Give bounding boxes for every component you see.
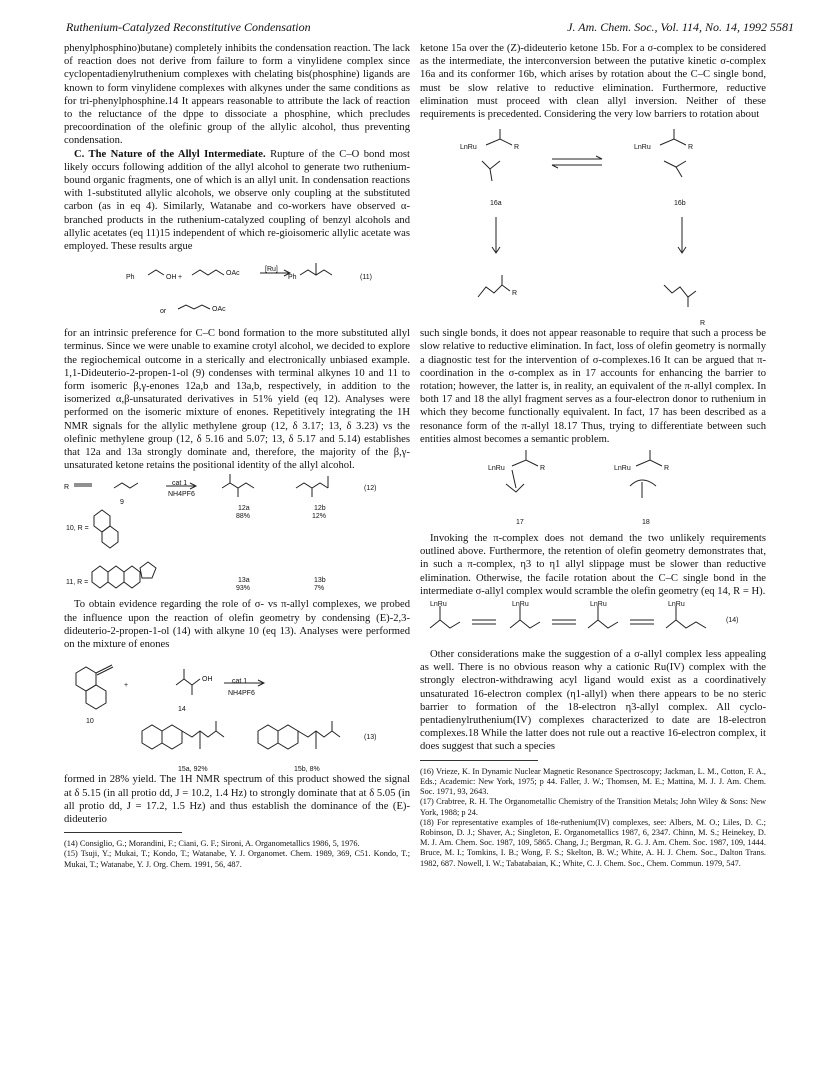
scheme16-16b: 16b xyxy=(674,200,686,208)
s17-ru: LnRu xyxy=(488,465,505,473)
eq12-12b-yield: 12% xyxy=(312,513,327,521)
footnote-17: (17) Crabtree, R. H. The Organometallic Chemistry of the Transition Metals; John Wiley & Sons: New York, 1988; p 24. xyxy=(420,797,766,817)
scheme16-r-c: R xyxy=(512,290,518,298)
eq12-r-11: 11, R = xyxy=(66,579,89,587)
footnote-14: (14) Consiglio, G.; Morandini, F.; Ciani, G. F.; Sironi, A. Organometallics 1986, 5, 1976. xyxy=(64,839,360,849)
scheme16-r-d: R xyxy=(700,320,706,328)
eq14-number: (14) xyxy=(726,617,739,625)
right-paragraph-2: such single bonds, it does not appear reasonable to require that such a process be slow relative to reductive elimination. In fact, loss of olefin geometry is normally a diagnostic test for the intervention of σ-complexes.16 It can be argued that π-coordination in the σ-complex as in 17 accounts for enhancing the barrier to rotation; however, the latter is, in reality, an equivalent of the π-allyl complex. In both 17 and 18 the allyl fragment serves as a four-electron donor to ruthenium in which they become functionally equivalent. In fact, 17 has been described as a resonance form of the π-allyl 18.17 Thus, trying to differentiate between such entities almost becomes a semantic problem. xyxy=(420,328,766,445)
eq13-plus: + xyxy=(124,682,129,690)
eq12-13a: 13a xyxy=(238,577,250,585)
right-paragraph-4: Other considerations make the suggestion of a σ-allyl complex less appealing as well. There is no obvious reason why a cationic Ru(IV) complex with the strongly electron-withdrawing acyl ligand would exist as a coordinatively unsaturated 16-electron complex (η1-allyl) when there appears to be no steric barrier to formation of the 18-electron η3-allyl complex. All cyclo-pentadienylruthenium(IV) complexes characterized to date are 18-electron complexes.18 While the latter does not rule out a reactive 16-electron complex, it does suggest that such a species xyxy=(420,649,766,753)
eq12-12a-yield: 88% xyxy=(236,513,251,521)
eq12-13b: 13b xyxy=(314,577,326,585)
eq13-salt: NH4PF6 xyxy=(228,690,255,698)
eq13-catalyst: cat 1 xyxy=(232,678,248,686)
equation-14-scheme xyxy=(420,598,766,648)
eq13-15a: 15a, 92% xyxy=(178,766,208,774)
eq12-compound-9: 9 xyxy=(120,499,124,507)
eq11-number: (11) xyxy=(360,274,372,282)
footnote-15: (15) Tsuji, Y.; Mukai, T.; Kondo, T.; Watanabe, Y. J. Organomet. Chem. 1989, 369, C51. Kondo, T.; Mukai, T.; Watanabe, Y. J. Org. Chem. 1991, 56, 487. xyxy=(64,849,410,869)
footnote-rule-right xyxy=(420,760,538,761)
section-c-heading: C. The Nature of the Allyl Intermediate. xyxy=(74,148,266,160)
eq14-ru-1: LnRu xyxy=(430,601,447,609)
section-c-text: Rupture of the C–O bond most likely occurs following addition of the allyl alcohol to generate two ruthenium-bound organic fragments, one of which is an allyl unit. In condensation reactions with 1-substituted allylic alcohols, we observe only coupling at the substituted carbon (as in eq 4). Similarly, Watanabe and co-workers have observed α-branched products in the ruthenium-catalyzed coupling of benzyl alcohols and allylic acetates (eq 11)15 independent of which re-gioisomeric allylic acetate was employed. These results argue xyxy=(64,148,410,253)
eq11-oac: OAc xyxy=(226,270,240,278)
equation-11-structures xyxy=(64,253,410,327)
footnote-18: (18) For representative examples of 18e-ruthenium(IV) complexes, see: Albers, M. O.; Liles, D. C.; Robinson, D. J.; Shaver, A.; Singleton, E. Organometallics 1987, 6, 2347. Chinn, M. S.; Heinekey, D. M. J. Am. Chem. Soc. 1987, 109, 5865. Chang, J.; Bergman, R. G. J. Am. Chem. Soc. 1987, 109, 1444. Bruce, M. I.; Tomkins, I. B.; Wong, F. S.; Skelton, B. W.; White, A. H. J. Chem. Soc., Dalton Trans. 1982, 687. Nowell, I. W.; Tabatabaian, K.; White, C. J. Chem. Soc., Chem. Commun. 1979, 547. xyxy=(420,817,766,868)
eq11-ph-right: Ph xyxy=(288,274,297,282)
eq12-12b: 12b xyxy=(314,505,326,513)
structures-17-18-drawing xyxy=(420,446,766,532)
left-paragraph-1: phenylphosphino)butane) completely inhibits the condensation reaction. The lack of reaction does not derive from failure to form a vinylidene complex since cyclopentadienylruthenium complexes with chelating bis(phosphine) ligands are known to form vinylidene complexes with alkynes under the same conditions as for tri-phenylphosphine.14 It appears reasonable to attribute the lack of reaction to the reluctance of the dppe to dissociate a phosphine, which precludes precoordination of the olefinic group of the allylic alcohol, thus preventing condensation. xyxy=(64,43,410,147)
eq11-plus: + xyxy=(178,274,183,282)
eq13-oh: OH xyxy=(202,676,213,684)
eq11-or: or xyxy=(160,308,167,316)
scheme16-16a: 16a xyxy=(490,200,502,208)
running-head-right: J. Am. Chem. Soc., Vol. 114, No. 14, 1992 5581 xyxy=(567,20,794,34)
eq11-oac-2: OAc xyxy=(212,306,226,314)
eq12-salt: NH4PF6 xyxy=(168,491,195,499)
right-paragraph-1: ketone 15a over the (Z)-dideuterio ketone 15b. For a σ-complex to be considered as the intermediate, the interconversion between the putative kinetic σ-complex 16a and its conformer 16b, which arises by rotation about the C–C single bond, must be slow relative to reductive elimination. Furthermore, reductive elimination must proceed with clean allyl inversion. Neither of these requirements is precedented. Considering the very low barriers to rotation about xyxy=(420,43,766,121)
left-column xyxy=(64,42,410,870)
eq14-ru-4: LnRu xyxy=(668,601,685,609)
s18-ru: LnRu xyxy=(614,465,631,473)
s17-r: R xyxy=(540,465,546,473)
eq13-15b: 15b, 8% xyxy=(294,766,320,774)
section-c-paragraph xyxy=(64,148,410,254)
eq13-number: (13) xyxy=(364,734,377,742)
left-paragraph-3: for an intrinsic preference for C–C bond formation to the more substituted allyl terminus. Since we were unable to examine crotyl alcohol, we decided to explore the regiochemical outcome in a sterically and electronically unbiased example. 1,1-Dideuterio-2-propen-1-ol (9) condenses with terminal alkynes 10 and 11 to form isomeric β,γ-enones 12a,b and 13a,b, respectively, in addition to the isomerized α,β-unsaturated derivatives in 51% yield (eq 12). Analyses were performed on the isomeric mixture of enones. Repetitively integrating the 1H NMR signals for the allylic methylene group (12, δ 3.17; 13, δ 3.23) vs the olefinic methylene group (12, δ 5.16 and 5.07; 13, δ 5.17 and 5.14) establishes that 12a and 13a strongly dominate and, therefore, the majority of the β,γ-unsaturated ketone retains the positional identity of the allyl alcohol. xyxy=(64,328,410,472)
eq12-catalyst: cat 1 xyxy=(172,480,188,488)
eq13-10: 10 xyxy=(86,718,94,726)
equation-12-scheme xyxy=(64,472,410,598)
eq11-ru: [Ru] xyxy=(265,266,278,274)
eq12-13b-yield: 7% xyxy=(314,585,325,593)
footnote-16: (16) Vrieze, K. In Dynamic Nuclear Magnetic Resonance Spectroscopy; Jackman, L. M., Cotton, F. A., Eds.; Academic: New York, 1975; p 44. Faller, J. W.; Thomsen, M. E.; Mattina, M. J. J. Am. Chem. Soc. 1971, 93, 2643. xyxy=(420,766,766,797)
eq11-ph-left: Ph xyxy=(126,274,135,282)
equation-13-structures xyxy=(64,651,410,773)
scheme-16 xyxy=(420,121,766,327)
scheme16-r-b: R xyxy=(688,144,694,152)
scheme16-r-a: R xyxy=(514,144,520,152)
equation-12-structures xyxy=(64,472,410,598)
left-paragraph-5: formed in 28% yield. The 1H NMR spectrum of this product showed the signal at δ 5.15 (in all protio dd, J = 10.2, 1.4 Hz) to strongly dominate that at δ 5.05 (in all protio dd, J = 17.2, 1.5 Hz) and thus establish the dominance of the (E)-dideuterio xyxy=(64,774,410,825)
structure-18-label: 18 xyxy=(642,519,650,527)
structure-17-label: 17 xyxy=(516,519,524,527)
eq12-number: (12) xyxy=(364,485,377,493)
left-paragraph-4: To obtain evidence regarding the role of σ- vs π-allyl complexes, we probed the influence upon the reaction of olefin geometry by condensing (E)-2,3-dideuterio-2-propen-1-ol (14) with alkyne 10 (eq 13). Analyses were performed on the mixture of enones xyxy=(64,599,410,651)
running-head-left: Ruthenium-Catalyzed Reconstitutive Condensation xyxy=(66,20,311,34)
eq13-14: 14 xyxy=(178,706,186,714)
s18-r: R xyxy=(664,465,670,473)
eq12-r: R xyxy=(64,484,70,492)
eq12-12a: 12a xyxy=(238,505,250,513)
eq14-ru-2: LnRu xyxy=(512,601,529,609)
eq14-ru-3: LnRu xyxy=(590,601,607,609)
right-paragraph-3: Invoking the π-complex does not demand the two unlikely requirements outlined above. Furthermore, the retention of olefin geometry demonstrates that, in such a π-complex, η3 to η1 allyl slippage must be slower than reductive elimination. Otherwise, the facile rotation about the C–C single bond in the intermediate σ-allyl complex would scramble the olefin geometry (eq 14, R = H). xyxy=(420,533,766,597)
scheme16-ru-a: LnRu xyxy=(460,144,477,152)
equation-11-scheme xyxy=(64,253,410,327)
footnote-rule-left xyxy=(64,832,182,833)
eq12-r-10: 10, R = xyxy=(66,525,89,533)
structures-17-18 xyxy=(420,446,766,532)
eq12-13a-yield: 93% xyxy=(236,585,251,593)
scheme16-ru-b: LnRu xyxy=(634,144,651,152)
equation-13-scheme xyxy=(64,651,410,773)
right-column xyxy=(420,42,766,869)
eq11-oh: OH xyxy=(166,274,177,282)
